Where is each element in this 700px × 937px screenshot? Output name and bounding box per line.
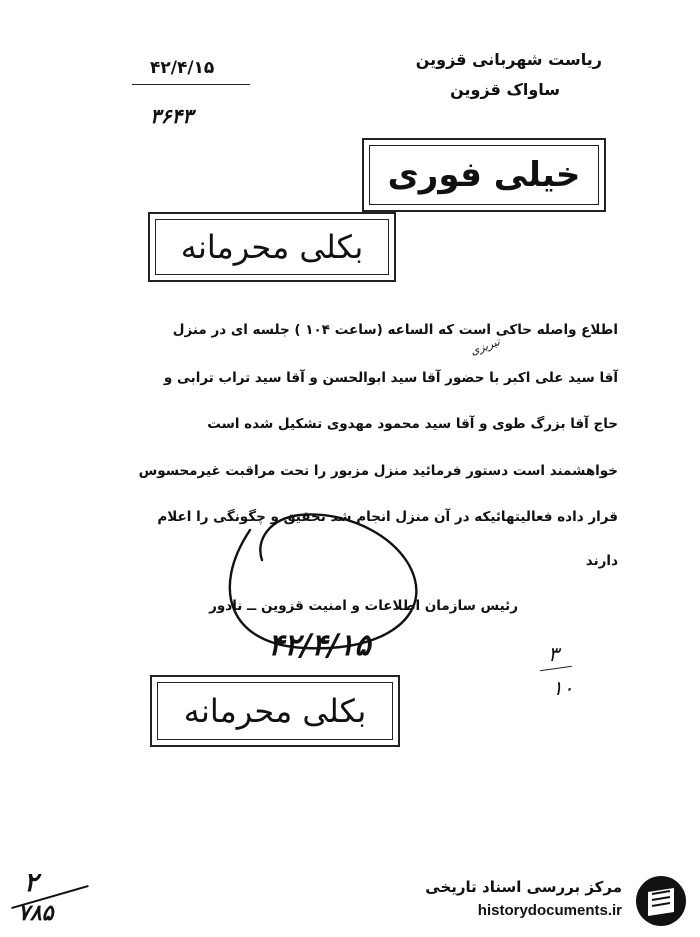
body-line-2: آقا سید علی اکبر با حضور آقا سید ابوالحسن و آقا سید تراب ترابی و [163,370,618,386]
body-line-3: حاج آقا بزرگ طوی و آقا سید محمود مهدوی تشکیل شده است [207,416,618,432]
signature-line: رئیس سازمان اطلاعات و امنیت قزوین ــ نادور [209,598,518,614]
logo-url: historydocuments.ir [477,902,622,919]
reference-number: ۳۶۴۳ [150,104,193,128]
page-mark: ۲ [24,868,38,898]
handwritten-date: ۴۲/۴/۱۵ [268,628,371,663]
confidential-stamp-bottom-text: بکلی محرمانه [157,682,393,740]
margin-fraction-bar [540,666,572,671]
confidential-stamp-top-text: بکلی محرمانه [155,219,389,275]
urgent-stamp-text: خیلی فوری [369,145,599,205]
urgent-stamp [362,138,606,212]
interlinear-note: تبریزی [468,335,502,358]
margin-fraction-bottom: ۱۰ [552,676,574,700]
date-underline [132,84,250,85]
logo-title: مرکز بررسی اسناد تاریخی [425,878,622,896]
confidential-stamp-top [148,212,396,282]
page-number: ۷۸۵ [18,900,54,926]
body-line-1: اطلاع واصله حاکی است که الساعه (ساعت ۱۰۴ ) جلسه ای در منزل [172,322,618,338]
body-line-6: دارند [585,553,618,569]
body-line-5: قرار داده فعالیتهائیکه در آن منزل انجام شد تحقیق و چگونگی را اعلام [157,509,618,525]
body-line-4: خواهشمند است دستور فرمائید منزل مزبور را تحت مراقبت غیرمحسوس [138,463,618,479]
confidential-stamp-bottom [150,675,400,747]
history-documents-logo-icon [634,874,688,928]
org-line-2: ساواک قزوین [450,80,560,99]
margin-fraction-top: ۳ [548,642,559,666]
document-date: ۴۲/۴/۱۵ [150,58,215,78]
org-line-1: ریاست شهربانی قزوین [415,50,602,69]
